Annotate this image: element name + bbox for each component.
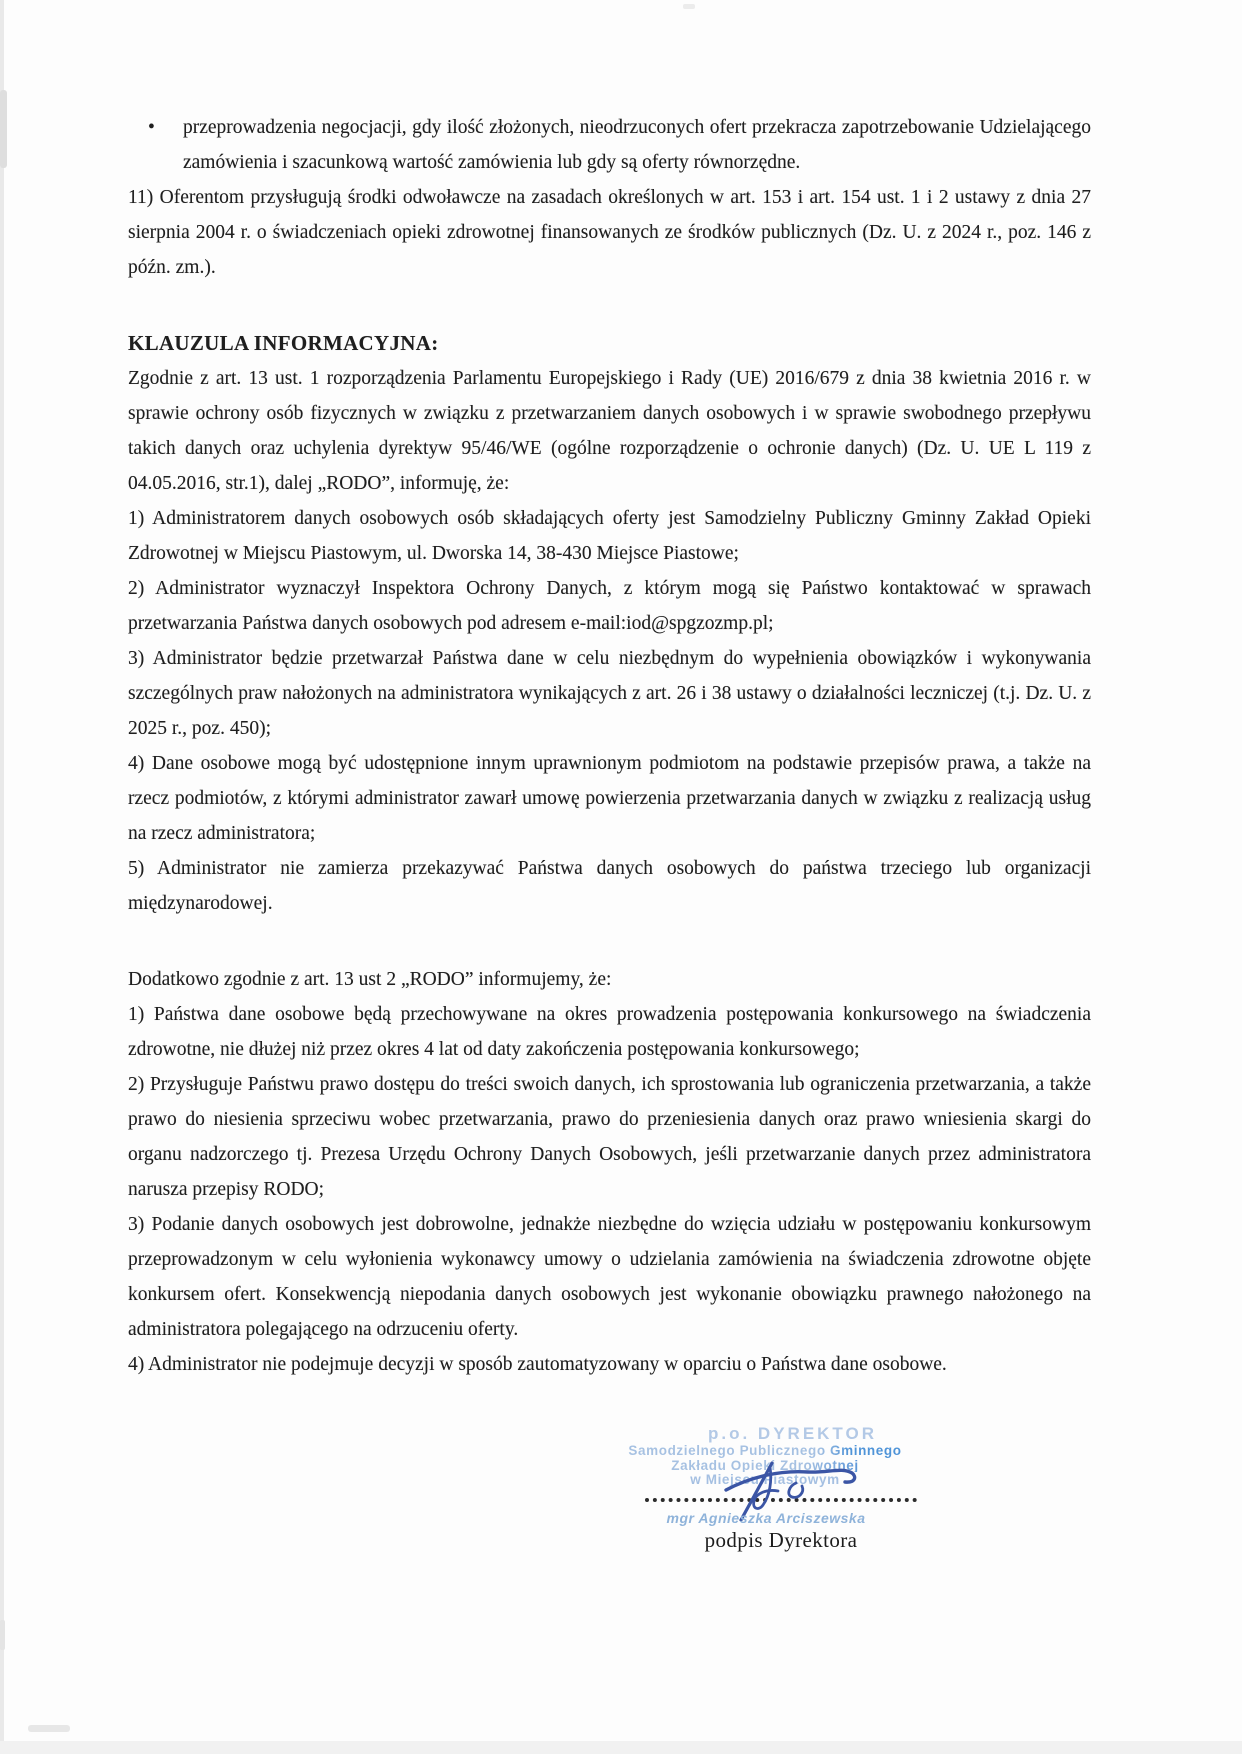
dodatkowo-item-1: 1) Państwa dane osobowe będą przechowywane na okres prowadzenia postępowania konkursowego na świadczenia zdrowotne, nie dłużej niż przez okres 4 lat od daty zakończenia postępowania konkursowego; — [128, 1004, 1091, 1060]
dodatkowo-item-3: 3) Podanie danych osobowych jest dobrowolne, jednakże niezbędne do wzięcia udziału w postępowaniu konkursowym przeprowadzonym w celu wyłonienia wykonawcy umowy o udzielania zamówienia na świadczenia zdrowotne objęte konkursem ofert. Konsekwencją niepodania danych osobowych jest wykonanie obowiązku prawnego nałożonego na administratora polegającego na odrzuceniu oferty. — [128, 1214, 1091, 1340]
director-stamp-line-1: p.o. DYREKTOR — [707, 1424, 878, 1443]
klauzula-item-3: 3) Administrator będzie przetwarzał Państwa dane w celu niezbędnym do wypełnienia obowiązków i wykonywania szczególnych praw nałożonych na administratora wynikających z art. 26 i 38 ustawy o działalności leczniczej (t.j. Dz. U. z 2025 r., poz. 450); — [128, 648, 1091, 739]
director-stamp-line-4: w Miejscu Piastowym — [690, 1472, 840, 1487]
klauzula-intro-paragraph: Zgodnie z art. 13 ust. 1 rozporządzenia Parlamentu Europejskiego i Rady (UE) 2016/679 z dnia 38 kwietnia 2016 r. w sprawie ochrony osób fizycznych w związku z przetwarzaniem danych osobowych i w sprawie swobodnego przepływu takich danych oraz uchylenia dyrektyw 95/46/WE (ogólne rozporządzenie o ochronie danych) (Dz. U. UE L 119 z 04.05.2016, str.1), dalej „RODO”, informuję, że: — [128, 368, 1091, 494]
signature-caption: podpis Dyrektora — [704, 1528, 858, 1552]
bullet-paragraph — [128, 110, 1091, 180]
klauzula-item-1: 1) Administratorem danych osobowych osób składających oferty jest Samodzielny Publiczny Gminny Zakład Opieki Zdrowotnej w Miejscu Piastowym, ul. Dworska 14, 38-430 Miejsce Piastowe; — [128, 508, 1091, 564]
scan-edge-left — [0, 0, 4, 1754]
document-body — [128, 110, 1091, 1382]
scan-smudge — [28, 1725, 70, 1732]
klauzula-item-4: 4) Dane osobowe mogą być udostępnione innym uprawnionym podmiotom na podstawie przepisów prawa, a także na rzecz podmiotów, z którymi administrator zawarł umowę powierzenia przetwarzania danych w związku z realizacją usług na rzecz administratora; — [128, 753, 1091, 844]
section-heading-klauzula-informacyjna: KLAUZULA INFORMACYJNA: — [128, 331, 439, 355]
klauzula-item-5: 5) Administrator nie zamierza przekazywać Państwa danych osobowych do państwa trzeciego lub organizacji międzynarodowej. — [128, 858, 1091, 914]
dodatkowo-item-2: 2) Przysługuje Państwu prawo dostępu do treści swoich danych, ich sprostowania lub ograniczenia przetwarzania, a także prawo do niesienia sprzeciwu wobec przetwarzania, prawo do przeniesienia danych oraz prawo wniesienia skargi do organu nadzorczego tj. Prezesa Urzędu Ochrony Danych Osobowych, jeśli przetwarzanie danych przez administratora narusza przepisy RODO; — [128, 1074, 1091, 1200]
director-stamp-line-3: Zakładu Opieki Zdrowotnej — [600, 1459, 930, 1473]
signature-block — [600, 1424, 930, 1564]
bullet-paragraph-text: przeprowadzenia negocjacji, gdy ilość złożonych, nieodrzuconych ofert przekracza zapotrzebowanie Udzielającego zamówienia i szacunkową wartość zamówienia lub gdy są oferty równorzędne. — [183, 117, 1091, 173]
section-heading-dodatkowo: Dodatkowo zgodnie z art. 13 ust 2 „RODO” informujemy, że: — [128, 969, 612, 990]
scan-edge-bottom — [0, 1741, 1242, 1754]
bullet-icon: • — [148, 117, 155, 138]
scan-smudge — [0, 1620, 5, 1650]
paragraph-item-11: 11) Oferentom przysługują środki odwoławcze na zasadach określonych w art. 153 i art. 154 ust. 1 i 2 ustawy z dnia 27 sierpnia 2004 r. o świadczeniach opieki zdrowotnej finansowanych ze środków publicznych (Dz. U. z 2024 r., poz. 146 z późn. zm.). — [128, 187, 1091, 278]
director-stamp-name: mgr Agnieszka Arciszewska — [666, 1510, 866, 1526]
director-stamp-line-2: Samodzielnego Publicznego Gminnego — [600, 1444, 930, 1458]
scan-smudge — [0, 90, 7, 168]
scan-smudge — [683, 4, 695, 9]
klauzula-item-2: 2) Administrator wyznaczył Inspektora Ochrony Danych, z którym mogą się Państwo kontaktować w sprawach przetwarzania Państwa danych osobowych pod adresem e-mail:iod@spgzozmp.pl; — [128, 578, 1091, 634]
dodatkowo-item-4: 4) Administrator nie podejmuje decyzji w sposób zautomatyzowany w oparciu o Państwa dane osobowe. — [128, 1354, 947, 1375]
